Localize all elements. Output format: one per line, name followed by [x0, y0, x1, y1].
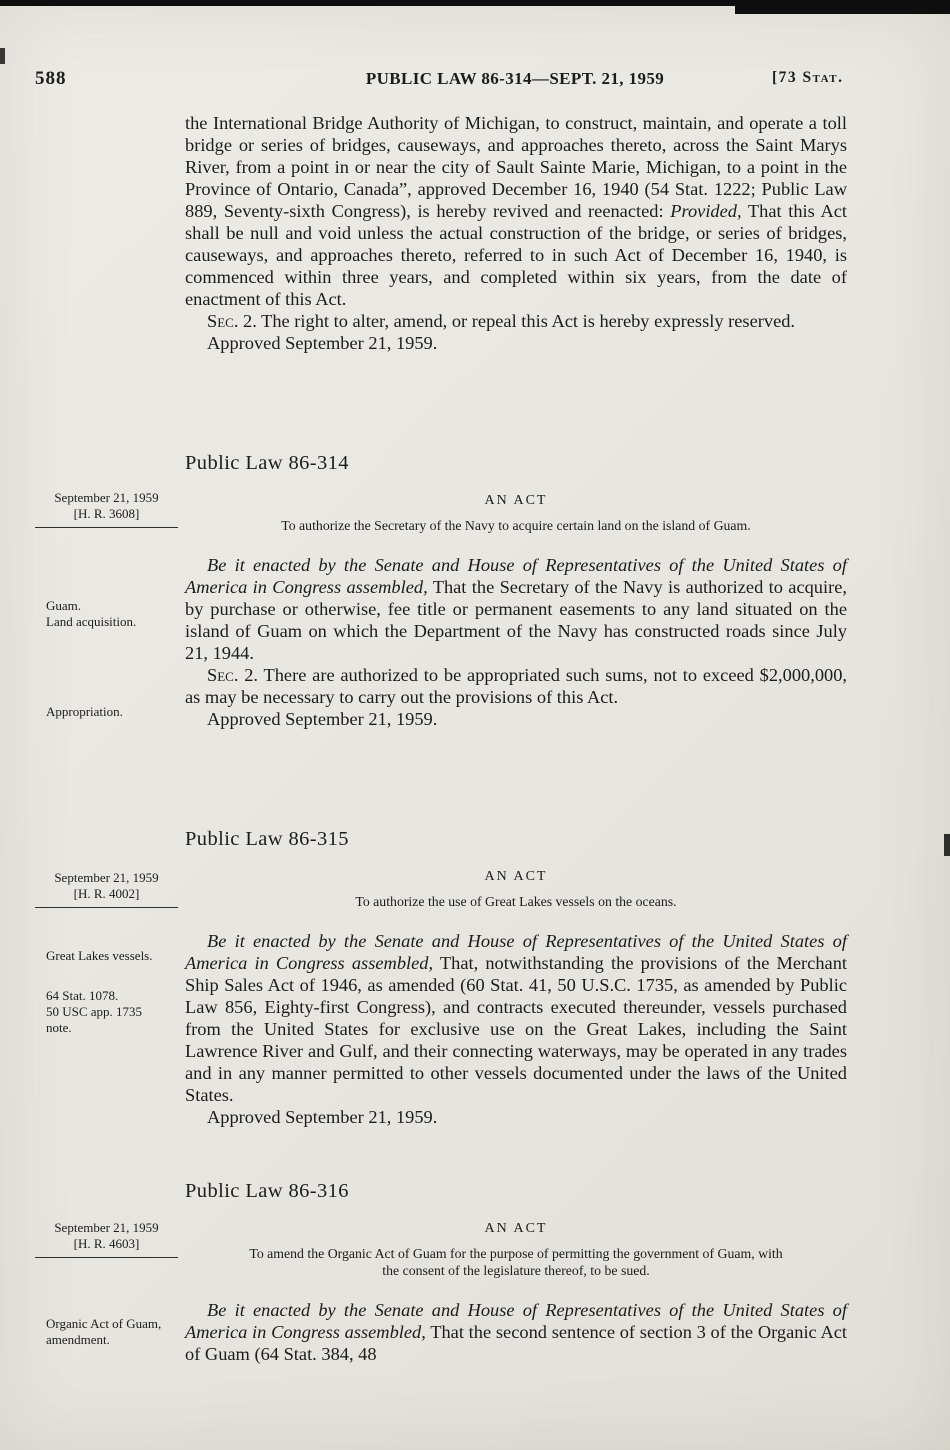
enacting-paragraph — [185, 554, 847, 664]
margin-note-subject — [46, 1316, 166, 1348]
approved-line: Approved September 21, 1959. — [207, 1107, 438, 1127]
enacting-paragraph — [185, 930, 847, 1106]
section-2-paragraph — [185, 310, 847, 332]
provided-clause: Provided, — [670, 201, 742, 221]
margin-note-line: Land acquisition. — [46, 614, 137, 629]
page-number: 588 — [35, 68, 67, 89]
margin-note-line: note. — [46, 1020, 72, 1035]
public-law-86-315 — [0, 826, 950, 1128]
section-2-paragraph — [185, 664, 847, 708]
margin-bill-number: [H. R. 4002] — [73, 886, 140, 901]
enacting-clause: Be it enacted by the Senate and House of Representatives of the United States of America in Congress assembled, — [185, 1300, 847, 1342]
margin-note-date-bill — [35, 1220, 178, 1258]
margin-note-line: 64 Stat. 1078. — [46, 988, 119, 1003]
approved-line: Approved September 21, 1959. — [207, 333, 438, 353]
running-title: PUBLIC LAW 86-314—SEPT. 21, 1959 — [365, 69, 665, 88]
approved-line: Approved September 21, 1959. — [207, 709, 438, 729]
scan-artifact-top-right-block — [735, 0, 950, 14]
law-heading: Public Law 86-315 — [185, 828, 349, 850]
margin-note-date-bill — [35, 490, 178, 528]
margin-note-line: 50 USC app. 1735 — [46, 1004, 143, 1019]
margin-date: September 21, 1959 — [54, 1220, 159, 1235]
margin-note-subject — [46, 948, 166, 964]
an-act-label: AN ACT — [484, 493, 548, 508]
margin-note-date-bill — [35, 870, 178, 908]
section-2-label: Sec. 2. — [207, 311, 257, 331]
an-act-label: AN ACT — [484, 869, 548, 884]
continued-text-before-provided: the International Bridge Authority of Michigan, to construct, maintain, and operate a toll bridge or series of bridges, causeways, and approaches thereto, across the Saint Marys River, from a point in or near the city of Sault Sainte Marie, Michigan, to a point in the Province of Ontario, Canada”, approved December 16, 1940 (54 Stat. 1222; Public Law 889, Seventy-sixth Congress), is hereby revived and reenacted: — [185, 113, 847, 221]
margin-note-line: Organic Act of Guam, amendment. — [46, 1316, 162, 1347]
margin-date: September 21, 1959 — [54, 490, 159, 505]
margin-note-line: Great Lakes vessels. — [46, 948, 153, 963]
margin-bill-number: [H. R. 3608] — [73, 506, 140, 521]
margin-note-line: Appropriation. — [46, 704, 123, 719]
section-2-text: The right to alter, amend, or repeal this Act is hereby expressly reserved. — [256, 311, 796, 331]
margin-note-citations — [46, 988, 166, 1036]
section-2-text: There are authorized to be appropriated such sums, not to exceed $2,000,000, as may be necessary to carry out the provisions of this Act. — [185, 665, 848, 707]
act-title: To authorize the Secretary of the Navy to acquire certain land on the island of Guam. — [281, 518, 751, 533]
section-2-label: Sec. 2. — [207, 665, 259, 685]
continued-text-after-provided: That this Act shall be null and void unless the actual construction of the bridge, or series of bridges, causeways, and approaches thereto, referred to in such Act of December 16, 1940, is commenced within three years, and completed within six years, from the date of enactment of this Act. — [185, 201, 848, 309]
scan-artifact-left-edge-mark — [0, 48, 5, 64]
act-title: To authorize the use of Great Lakes vessels on the oceans. — [355, 894, 677, 909]
enacting-clause: Be it enacted by the Senate and House of Representatives of the United States of America in Congress assembled, — [185, 555, 847, 597]
page-header — [35, 66, 915, 94]
law-heading: Public Law 86-316 — [185, 1180, 349, 1202]
law-body-text: That the second sentence of section 3 of the Organic Act of Guam (64 Stat. 384, 48 — [185, 1322, 847, 1364]
act-title: To amend the Organic Act of Guam for the purpose of permitting the government of Guam, with the consent of the legislature thereof, to be sued. — [249, 1246, 783, 1278]
an-act-label: AN ACT — [484, 1221, 548, 1236]
public-law-86-314 — [0, 450, 950, 730]
margin-bill-number: [H. R. 4603] — [73, 1236, 140, 1251]
margin-date: September 21, 1959 — [54, 870, 159, 885]
margin-note-line: Guam. — [46, 598, 82, 613]
margin-note-subject — [46, 598, 166, 630]
stat-volume-ref: [73 Stat. — [772, 69, 844, 86]
margin-note-appropriation — [46, 704, 166, 720]
law-body-text: That the Secretary of the Navy is authorized to acquire, by purchase or otherwise, fee title or permanent easements to any land situated on the island of Guam on which the Department of the Navy has constructed roads since July 21, 1944. — [185, 577, 847, 663]
enacting-paragraph — [185, 1299, 847, 1365]
continued-paragraph — [185, 112, 847, 310]
enacting-clause: Be it enacted by the Senate and House of Representatives of the United States of America in Congress assembled, — [185, 931, 847, 973]
continued-act-text — [0, 112, 950, 354]
public-law-86-316 — [0, 1178, 950, 1365]
law-heading: Public Law 86-314 — [185, 452, 349, 474]
law-body-text: That, notwithstanding the provisions of the Merchant Ship Sales Act of 1946, as amended (60 Stat. 41, 50 U.S.C. 1735, as amended by Public Law 856, Eighty-first Congress), and contracts executed thereunder, vessels purchased from the United States for exclusive use on the Great Lakes, including the Saint Lawrence River and Gulf, and their connecting waterways, may be operated in any trades and in any manner permitted to other vessels documented under the laws of the United States. — [185, 953, 847, 1105]
